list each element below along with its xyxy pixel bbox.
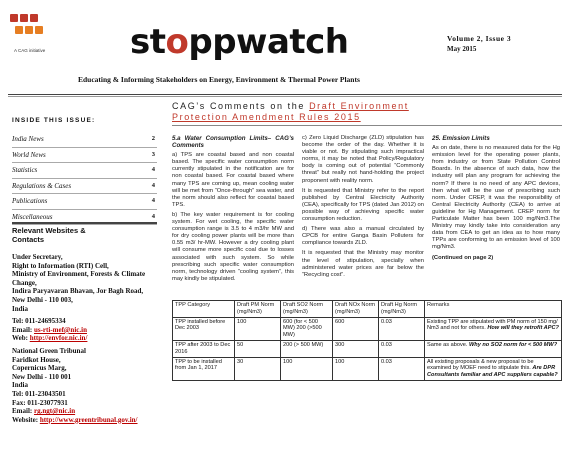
- contact-line: New Delhi - 110 003,: [12, 295, 73, 304]
- ngt-website-link[interactable]: http://www.greentribunal.gov.in/: [39, 415, 138, 424]
- paragraph: c) Zero Liquid Discharge (ZLD) stipulation has become the order of the day. Whether it is viable or not. By stipulating such impractical norms, it may be noted that Policy/Regulatory body is coming out of potential “Commonly threat” but really not hand-holding the project proponent with reality norm.: [302, 135, 424, 184]
- toc-page: 4: [151, 197, 155, 204]
- toc-label: Publications: [12, 197, 48, 205]
- stop-o-icon: o: [165, 22, 189, 62]
- ngt-line: National Green Tribunal: [12, 346, 86, 355]
- relevant-websites-heading: [12, 226, 86, 244]
- title-text: CAG’s Comments on the: [172, 101, 310, 111]
- ngt-line: India: [12, 381, 28, 390]
- inside-issue-heading: INSIDE THIS ISSUE:: [12, 117, 96, 124]
- remarks-question: Are DPR Consultants familiar and APC suppliers capable?: [427, 365, 558, 379]
- paragraph: a) TPS are coastal based and non coastal based. The specific water consumption norm currently stipulated in the notification are for non coastal based. For coastal based where many TPS are coming up, mean cooling water will be met from “Once-through” sea water, and the norm should also reflect for coastal based TPS.: [172, 152, 294, 208]
- title-link[interactable]: Protection Amendment Rules 2015: [172, 112, 361, 122]
- toc-page: 4: [151, 212, 155, 220]
- ngt-line: Tel: 011-23043501: [12, 389, 66, 398]
- toc-label: Regulations & Cases: [12, 181, 72, 190]
- title-line: [172, 101, 409, 112]
- cell-hg: 0.03: [379, 357, 425, 380]
- toc-item[interactable]: [12, 163, 157, 179]
- toc-label: Statistics: [12, 166, 38, 174]
- issue-date: May 2015: [447, 45, 477, 53]
- sidebar-divider: [12, 222, 157, 224]
- cell-nox: 300: [333, 340, 379, 357]
- ngt-line: Fax: 011-23077931: [12, 398, 68, 407]
- table-row: [173, 357, 562, 380]
- toc-page: 2: [151, 135, 155, 142]
- article-column-2: [302, 135, 424, 282]
- logo-caption: A CAG initiative: [14, 48, 46, 53]
- table-header-row: [173, 301, 562, 318]
- title-part: st: [130, 22, 166, 62]
- table-row: [173, 317, 562, 340]
- header-divider: [8, 96, 562, 97]
- title-link[interactable]: Draft Environment: [309, 101, 409, 111]
- logo-figure-icon: [25, 26, 33, 34]
- contact-line: Indira Paryavaran Bhavan, Jor Bagh Road,: [12, 287, 144, 296]
- tagline: Educating & Informing Stakeholders on Energy, Environment & Thermal Power Plants: [78, 75, 360, 84]
- inside-issue-list: [12, 132, 157, 225]
- moef-web-line: [12, 334, 162, 343]
- cell-nox: 600: [333, 317, 379, 340]
- toc-label: Miscellaneous: [12, 212, 53, 221]
- column-header: Draft SO2 Norm (mg/Nm3): [281, 301, 333, 318]
- heading-line: Relevant Websites &: [12, 226, 86, 235]
- article-title: [172, 101, 409, 123]
- title-part: ppwatch: [188, 22, 349, 62]
- toc-label: India News: [12, 135, 44, 143]
- logo-figure-icon: [10, 14, 18, 22]
- web-label: Website:: [12, 415, 40, 424]
- logo-figure-icon: [15, 26, 23, 34]
- column-header: TPP Category: [173, 301, 235, 318]
- contact-line: India: [12, 304, 28, 313]
- cell-pm: 50: [235, 340, 281, 357]
- paragraph: b) The key water requirement is for cooling system. For wet cooling, the specific water consumption range is 3.5 to 4 m3/hr MW and for dry cooling power plants will be more than 0.55 m3/ hr-MW. However a dry cooling plant will consume more specific coal due to losses associated with such system. So while prescribing such specific water consumption norm, technology driven “cooling system”, this may kindly be stipulated.: [172, 211, 294, 282]
- toc-item[interactable]: [12, 132, 157, 148]
- section-subhead: 25. Emission Limits: [432, 135, 490, 142]
- cell-remarks: [425, 317, 562, 340]
- moef-email-line: [12, 326, 162, 335]
- moef-email-link[interactable]: us-rti-mef@nic.in: [33, 325, 87, 334]
- cell-remarks: [425, 357, 562, 380]
- paragraph: As on date, there is no measured data for the Hg emission level for the operating power plants, from industry or from State Pollution Control Boards. In the absence of such data, how the industry will plan any program for achieving the norm? If there is no need of any APC devices, then what will be the use of prescribing such norm. Under CREP, it was the responsibility of Central Electricity Authority (CEA) to arrive at guideline for Hg Management. CREP norm for Particulate Matter has been 100 mg/Nm3.The Ministry may kindly take into consideration any data from CEA to get an idea as to how many TPPs are conforming to an emission level of 100 mg/Nm3.: [432, 145, 560, 251]
- paragraph: It is requested that the Ministry may monitor the level of stipulation, specially when administered water prices are far below the “Recycling cost”.: [302, 250, 424, 278]
- moef-website-link[interactable]: http://envfor.nic.in/: [29, 334, 88, 343]
- column-header: Draft NOx Norm (mg/Nm3): [333, 301, 379, 318]
- toc-label: World News: [12, 150, 46, 159]
- email-label: Email:: [12, 325, 34, 334]
- newsletter-title: [130, 22, 349, 62]
- logo-figure-icon: [30, 14, 38, 22]
- cell-category: TPP after 2003 to Dec 2016: [173, 340, 235, 357]
- email-label: Email:: [12, 407, 34, 416]
- cag-logo: [8, 10, 52, 53]
- web-label: Web:: [12, 334, 30, 343]
- cell-category: TPP to be installed from Jan 1, 2017: [173, 357, 235, 380]
- toc-item[interactable]: [12, 179, 157, 195]
- paragraph: It is requested that Ministry refer to the report published by Central Electricity Authority (CEA), specifically for TPS (dated Jan 2012) on possible way of achieving specific water consumption reduction.: [302, 187, 424, 223]
- cell-remarks: [425, 340, 562, 357]
- contact-line: Right to Information (RTI) Cell,: [12, 261, 109, 270]
- cell-hg: 0.03: [379, 317, 425, 340]
- paragraph: d) There was also a manual circulated by CPCB for entire Ganga Basin Polluters for compliance towards ZLD.: [302, 226, 424, 247]
- section-subhead: 5.a Water Consumption Limits– CAG’s Comments: [172, 135, 294, 150]
- title-divider: [172, 125, 562, 126]
- remarks-text: All existing proposals & new proposal to be examined by MOEF need to stipulate this.: [427, 358, 534, 372]
- volume-issue: Volume 2, Issue 3: [447, 34, 512, 43]
- article-column-1: [172, 135, 294, 286]
- remarks-text: Same as above.: [427, 341, 468, 348]
- cell-nox: 100: [333, 357, 379, 380]
- ngt-line: New Delhi - 110 001: [12, 372, 72, 381]
- heading-line: Contacts: [12, 235, 45, 244]
- column-header: Remarks: [425, 301, 562, 318]
- cell-so2: 100: [281, 357, 333, 380]
- ngt-email-link[interactable]: rg.ngt@nic.in: [33, 407, 76, 416]
- remarks-question: How will they retrofit APC?: [487, 325, 559, 332]
- remarks-text: Existing TPP are stipulated with PM norm of 150 mg/ Nm3 and not for others.: [427, 318, 558, 332]
- table-row: [173, 340, 562, 357]
- contact-line: Under Secretary,: [12, 253, 63, 261]
- ngt-web-line: [12, 416, 162, 425]
- logo-figure-icon: [20, 14, 28, 22]
- contact-line: Ministry of Environment, Forests & Climate Change,: [12, 270, 146, 287]
- toc-item[interactable]: [12, 148, 157, 164]
- cell-so2: 600 (for < 500 MW) 200 (>500 MW): [281, 317, 333, 340]
- emission-norms-table: [172, 300, 562, 381]
- remarks-question: Why no SO2 norm for < 500 MW?: [469, 341, 558, 348]
- ngt-email-line: [12, 407, 162, 416]
- toc-page: 4: [151, 181, 155, 189]
- article-column-3: [432, 135, 560, 265]
- continued-note[interactable]: (Continued on page 2): [432, 254, 494, 261]
- column-header: Draft Hg Norm (mg/Nm3): [379, 301, 425, 318]
- cell-pm: 30: [235, 357, 281, 380]
- header-divider: [8, 94, 562, 95]
- cell-pm: 100: [235, 317, 281, 340]
- ngt-line: Faridkot House,: [12, 355, 61, 364]
- toc-page: 4: [151, 166, 155, 173]
- contact-block: [12, 253, 162, 424]
- moef-phone: Tel: 011-24695334: [12, 317, 66, 326]
- logo-figure-icon: [35, 26, 43, 34]
- ngt-line: Copernicus Marg,: [12, 364, 67, 373]
- cell-hg: 0.03: [379, 340, 425, 357]
- toc-page: 3: [151, 150, 155, 158]
- cell-so2: 200 (> 500 MW): [281, 340, 333, 357]
- cell-category: TPP installed before Dec 2003: [173, 317, 235, 340]
- toc-item[interactable]: [12, 194, 157, 210]
- column-header: Draft PM Norm (mg/Nm3): [235, 301, 281, 318]
